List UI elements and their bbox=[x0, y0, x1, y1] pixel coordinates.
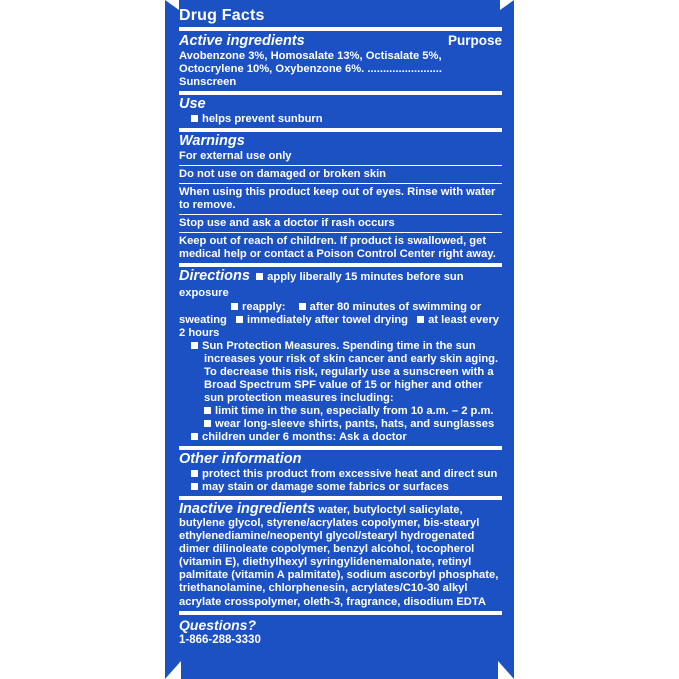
other-information-heading: Other information bbox=[179, 450, 302, 467]
reapply-label: reapply: bbox=[242, 300, 286, 313]
square-bullet-icon bbox=[256, 273, 263, 280]
square-bullet-icon bbox=[417, 316, 424, 323]
spm-item-0 bbox=[179, 405, 502, 418]
questions-phone[interactable]: 1-866-288-3330 bbox=[179, 633, 261, 646]
divider-warn-3 bbox=[179, 214, 502, 215]
square-bullet-icon bbox=[191, 342, 198, 349]
drug-facts-panel bbox=[165, 0, 514, 679]
when-using-rest: keep out of eyes. Rinse with water to remove. bbox=[179, 186, 496, 212]
drug-facts-content bbox=[179, 8, 502, 675]
spm-item-1 bbox=[179, 418, 502, 431]
purpose-heading: Purpose bbox=[447, 32, 502, 48]
corner-notch-bottom-right bbox=[498, 661, 514, 679]
page-title: Drug Facts bbox=[179, 7, 265, 24]
square-bullet-icon bbox=[191, 433, 198, 440]
warnings-do-not-use bbox=[179, 168, 502, 181]
warnings-heading: Warnings bbox=[179, 133, 245, 150]
square-bullet-icon bbox=[299, 303, 306, 310]
divider-warnings bbox=[179, 263, 502, 267]
do-not-use-bold: Do not use bbox=[179, 168, 237, 181]
divider-inactive bbox=[179, 611, 502, 615]
active-ingredients-header bbox=[179, 33, 502, 50]
other-info-item-0 bbox=[179, 468, 502, 481]
divider-warn-4 bbox=[179, 232, 502, 233]
reapply-item-2: at least every 2 hours bbox=[179, 313, 500, 339]
active-ingredients-list: Avobenzone 3%, Homosalate 13%, Octisalate 5%, Octocrylene 10%, Oxybenzone 6%. bbox=[179, 50, 442, 75]
do-not-use-rest: on damaged or broken skin bbox=[236, 168, 387, 181]
keep-out-bold: Keep out of reach of children. bbox=[179, 235, 337, 248]
corner-notch-bottom-left bbox=[165, 661, 181, 679]
questions-heading: Questions? bbox=[179, 616, 257, 633]
spm-bold: Sun Protection Measures. bbox=[202, 339, 340, 352]
square-bullet-icon bbox=[191, 483, 198, 490]
divider-warn-2 bbox=[179, 183, 502, 184]
spm-item-1-label: wear long-sleeve shirts, pants, hats, and sunglasses bbox=[215, 417, 495, 430]
directions-apply: apply liberally 15 minutes before sun exposure bbox=[179, 271, 464, 299]
warnings-when-using bbox=[179, 186, 502, 212]
leader-dots: ........................ bbox=[364, 63, 443, 75]
directions-heading bbox=[179, 269, 502, 299]
spm-item-0-label: limit time in the sun, especially from 10 a.m. – 2 p.m. bbox=[215, 404, 494, 417]
other-info-item-0-label: protect this product from excessive heat and direct sun bbox=[202, 467, 498, 480]
corner-notch-top-right bbox=[500, 0, 514, 10]
reapply-item-0: after 80 minutes of swimming or sweating bbox=[179, 300, 482, 326]
divider-other-info bbox=[179, 496, 502, 500]
directions-children bbox=[179, 431, 502, 444]
keep-out-rest: If product is swallowed, get medical help or contact a Poison Control Center right away. bbox=[179, 235, 496, 261]
square-bullet-icon bbox=[191, 470, 198, 477]
other-info-item-1-label: may stain or damage some fabrics or surfaces bbox=[202, 480, 449, 493]
divider-warn-1 bbox=[179, 165, 502, 166]
divider-directions bbox=[179, 446, 502, 450]
divider-active bbox=[179, 91, 502, 95]
reapply-item-1: immediately after towel drying bbox=[246, 313, 409, 326]
purpose-value: Sunscreen bbox=[179, 75, 237, 88]
directions-children-label: children under 6 months: Ask a doctor bbox=[202, 430, 407, 443]
corner-notch-top-left bbox=[165, 0, 179, 10]
directions-heading-label: Directions bbox=[179, 268, 250, 285]
spm-rest: Spending time in the sun increases your risk of skin cancer and early skin aging. To decrease this risk, regularly use a sunscreen with a Broad Spectrum SPF value of 15 or higher and other sun protection measures including: bbox=[204, 339, 499, 404]
warnings-keep-out-of-reach bbox=[179, 235, 502, 261]
square-bullet-icon bbox=[231, 303, 238, 310]
other-info-item-1 bbox=[179, 481, 502, 494]
inactive-ingredients-text: water, butyloctyl salicylate, butylene glycol, styrene/acrylates copolymer, bis-stearyl ethylenediamine/neopentyl glycol/stearyl hydrogenated dimer dilinoleate copolymer, benzyl alcohol, tocopherol (vitamin E), diethylhexyl syringylidenemalonate, retinyl palmitate (vitamin A palmitate), sodium ascorbyl phosphate, triethanolamine, chlorphenesin, acrylates/C10-30 alkyl acrylate crosspolymer, oleth-3, fragrance, disodium EDTA bbox=[179, 503, 499, 608]
use-item bbox=[179, 113, 502, 126]
use-item-label: helps prevent sunburn bbox=[202, 113, 323, 126]
square-bullet-icon bbox=[204, 407, 211, 414]
divider-use bbox=[179, 128, 502, 132]
warnings-stop-use: Stop use and ask a doctor if rash occurs bbox=[179, 217, 395, 230]
active-ingredients-text bbox=[179, 50, 502, 89]
square-bullet-icon bbox=[236, 316, 243, 323]
inactive-ingredients-block bbox=[179, 502, 502, 609]
inactive-ingredients-heading: Inactive ingredients bbox=[179, 500, 316, 517]
divider-title bbox=[179, 27, 502, 31]
active-ingredients-heading: Active ingredients bbox=[179, 32, 305, 49]
directions-sun-protection-measures bbox=[179, 340, 502, 405]
square-bullet-icon bbox=[191, 115, 198, 122]
warnings-external-use: For external use only bbox=[179, 150, 292, 163]
use-heading: Use bbox=[179, 95, 206, 112]
directions-reapply-row bbox=[179, 301, 502, 340]
when-using-bold: When using this product bbox=[179, 186, 311, 199]
square-bullet-icon bbox=[204, 420, 211, 427]
